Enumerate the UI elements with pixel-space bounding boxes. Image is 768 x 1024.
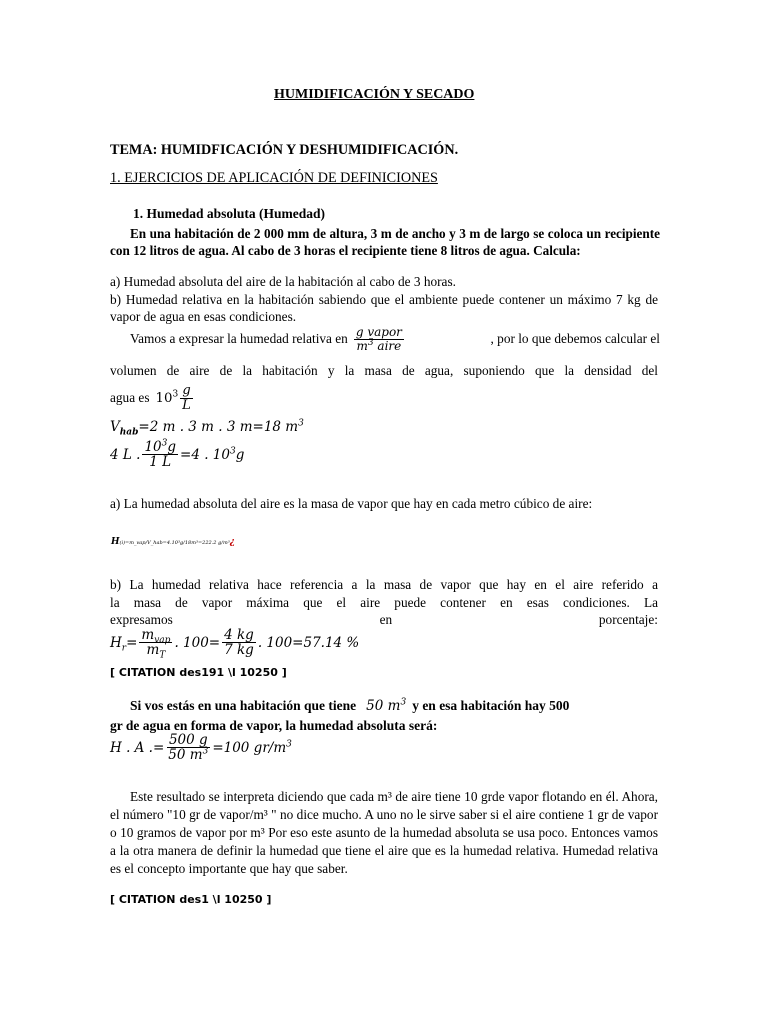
citation-1: [ CITATION des191 \l 10250 ] xyxy=(110,666,287,679)
word-en: en xyxy=(379,612,393,627)
density-base: 10 xyxy=(155,390,173,406)
ha-frac-num: 500 g xyxy=(168,732,208,748)
hr-frac1-num xyxy=(139,627,172,646)
ha-post xyxy=(212,740,292,756)
answer-b-line1: b) La humedad relativa hace referencia a la masa de vapor que hay en el aire referido a xyxy=(110,577,658,592)
vhab-symbol: V xyxy=(110,419,120,435)
word-expresamos: expresamos xyxy=(110,612,173,627)
mass-num-tail: g xyxy=(167,439,177,455)
answer-b-line3 xyxy=(110,612,658,628)
density-fraction xyxy=(180,384,193,412)
mass-equation xyxy=(110,440,244,469)
hr-mid: . 100= xyxy=(174,634,221,651)
ha-den-base: 50 m xyxy=(168,747,203,764)
problem-statement: En una habitación de 2 000 mm de altura, 3 m de ancho y 3 m de largo se coloca un recipiente con 12 litros de agua. Al cabo de 3 horas el recipiente tiene 8 litros de agua. Calcula: xyxy=(110,226,660,258)
vapor-per-air-fraction xyxy=(354,326,404,352)
ha-den-sup: 3 xyxy=(202,746,209,757)
density-sup: 3 xyxy=(172,389,179,400)
volume-line: volumen de aire de la habitación y la masa de agua, suponiendo que la densidad del xyxy=(110,363,658,378)
hr-f1-num-base: m xyxy=(141,627,155,643)
mass-post-sup: 3 xyxy=(229,446,236,457)
hr-sub: r xyxy=(121,643,127,654)
mass-post-base: =4 . 10 xyxy=(180,446,230,463)
mass-fraction xyxy=(142,440,178,469)
vhab-sup: 3 xyxy=(298,418,304,429)
fraction-numerator: g vapor xyxy=(355,325,402,339)
absolute-humidity-equation xyxy=(110,733,292,762)
den-tail: aire xyxy=(373,338,402,353)
density-line xyxy=(110,384,195,412)
document-title: HUMIDIFICACIÓN Y SECADO xyxy=(274,87,475,102)
garbled-formula: H(i)=m_vap/V_hab=4.10³g/18m³=222.2 g/m³¿ xyxy=(111,537,235,547)
express-line xyxy=(130,326,660,352)
express-pre-text: Vamos a expresar la humedad relativa en xyxy=(130,331,348,347)
interpretation-paragraph: Este resultado se interpreta diciendo que cada m³ de aire tiene 10 grde vapor flotando en él. Ahora, el número "10 gr de vapor/m³ " no dice mucho. A uno no le sirve saber si el aire contiene 1 gr de vapor o 10 gramos de vapor por m³ Por eso este asunto de la humedad absoluta se usa poco. Entonces vamos a la otra manera de definir la humedad que tiene el aire que es la humedad relativa. Humedad relativa es el concepto importante que hay que saber. xyxy=(110,789,658,876)
mass-pre: 4 L . xyxy=(110,446,141,463)
vhab-rhs: =2 m . 3 m . 3 m=18 m xyxy=(138,419,299,435)
fraction-denominator xyxy=(354,337,403,353)
example-volume xyxy=(366,698,406,714)
question-a: a) Humedad absoluta del aire de la habitación al cabo de 3 horas. xyxy=(110,274,456,289)
example-val: 50 m xyxy=(366,698,401,714)
mass-frac-den: 1 L xyxy=(149,454,172,471)
answer-a: a) La humedad absoluta del aire es la masa de vapor que hay en cada metro cúbico de aire: xyxy=(110,496,593,511)
citation-2: [ CITATION des1 \l 10250 ] xyxy=(110,893,272,906)
example-pre: Si vos estás en una habitación que tiene xyxy=(130,698,357,713)
example-line-2: gr de agua en forma de vapor, la humedad absoluta será: xyxy=(110,718,438,733)
hr-f1-num-sub: vap xyxy=(154,635,171,646)
relative-humidity-equation xyxy=(110,627,360,661)
ha-lhs: H . A .= xyxy=(110,739,165,756)
word-porcentaje: porcentaje: xyxy=(598,612,658,627)
example-line-1 xyxy=(130,698,569,714)
hr-lhs: $H_r=$ xyxy=(110,634,138,654)
subsection-heading: 1. Humedad absoluta (Humedad) xyxy=(133,206,326,221)
vhab-sub: hab xyxy=(119,427,139,438)
volume-equation xyxy=(110,418,304,438)
hr-frac1-den xyxy=(145,642,168,661)
ha-post-sup: 3 xyxy=(286,739,292,750)
mass-num-sup: 3 xyxy=(161,438,168,449)
hr-frac2-num: 4 kg xyxy=(224,627,254,643)
density-value xyxy=(156,391,179,406)
answer-b-line2: la masa de vapor máxima que el aire puede contener en esas condiciones. La xyxy=(110,595,658,610)
express-post-text: , por lo que debemos calcular el xyxy=(490,331,660,347)
mass-post-tail: g xyxy=(235,446,245,463)
density-den: L xyxy=(182,397,191,413)
hr-symbol: H xyxy=(110,634,122,651)
hr-post: . 100=57.14 % xyxy=(257,634,360,651)
den-unit: m xyxy=(356,338,368,353)
question-b: b) Humedad relativa en la habitación sabiendo que el ambiente puede contener un máximo 7 kg de vapor de agua en esas condiciones. xyxy=(110,292,658,324)
density-num: g xyxy=(182,383,191,398)
mass-frac-num xyxy=(142,440,178,455)
mass-post xyxy=(180,447,244,463)
hr-fraction-1 xyxy=(139,627,172,661)
hr-frac2-den: 7 kg xyxy=(224,642,254,659)
hr-fraction-2 xyxy=(222,628,256,657)
tema-heading: TEMA: HUMIDFICACIÓN Y DESHUMIDIFICACIÓN. xyxy=(110,142,459,158)
hr-f1-den-sub: T xyxy=(159,650,166,661)
ha-fraction xyxy=(166,733,210,762)
example-sup: 3 xyxy=(400,697,407,708)
ha-post-base: =100 gr/m xyxy=(212,739,287,756)
mass-num-base: 10 xyxy=(144,439,162,455)
example-post: y en esa habitación hay 500 xyxy=(412,698,570,713)
den-sup: 3 xyxy=(367,337,374,348)
section-heading: 1. EJERCICIOS DE APLICACIÓN DE DEFINICIONES xyxy=(110,170,438,186)
ha-frac-den xyxy=(166,748,210,762)
hr-f1-den-base: m xyxy=(146,642,160,659)
density-pre-text: agua es xyxy=(110,390,150,406)
